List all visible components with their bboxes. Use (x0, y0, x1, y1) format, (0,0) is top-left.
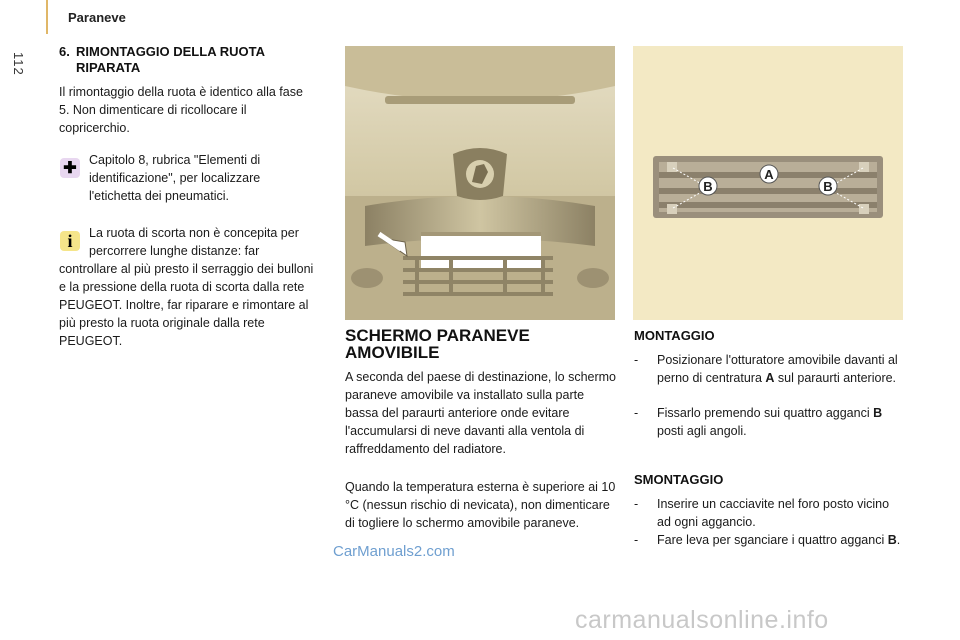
step-text: Inserire un cacciavite nel foro posto vicino ad ogni aggancio. (657, 497, 890, 529)
plus-icon: ✚ (60, 158, 80, 178)
schermo-paragraph-1: A seconda del paese di destinazione, lo schermo paraneve amovibile va installato sulla parte bassa del paraurti anteriore onde evitare l'accumularsi di neve davanti alla ventola di raffreddamento del radiatore. (345, 370, 617, 456)
step-text-end: . (896, 533, 901, 547)
step-heading-line1: RIMONTAGGIO DELLA RUOTA (76, 44, 265, 59)
section-marker (46, 0, 48, 34)
watermark-text: carmanualsonline.info (575, 606, 829, 634)
diagram-label-a: A (764, 167, 774, 182)
diagram-label-b-left: B (703, 179, 713, 194)
step-ref: B (887, 533, 897, 547)
step-number: 6. (59, 44, 70, 59)
smontaggio-step-2 (634, 531, 904, 549)
screen-diagram (633, 46, 903, 320)
section-title: Paraneve (68, 10, 126, 25)
montaggio-title: MONTAGGIO (634, 328, 715, 343)
smontaggio-step-1 (634, 495, 904, 531)
step-ref: B (873, 406, 883, 420)
step-text: Fare leva per sganciare i quattro agganci (657, 533, 888, 547)
watermark-link[interactable]: CarManuals2.com (333, 543, 455, 560)
step-text: Posizionare l'otturatore amovibile davanti al perno di centratura (657, 353, 898, 385)
smontaggio-title: SMONTAGGIO (634, 472, 724, 487)
plus-note: Capitolo 8, rubrica "Elementi di identificazione", per localizzare l'etichetta dei pneumatici. (89, 153, 261, 203)
step-text-end: posti agli angoli. (657, 424, 747, 438)
step-text-end: sul paraurti anteriore. (774, 371, 897, 385)
clip-diagram (633, 46, 903, 320)
bullet-dash: - (634, 533, 639, 547)
montaggio-step-1 (634, 351, 904, 387)
bullet-dash: - (634, 353, 639, 367)
diagram-label-b-right: B (823, 179, 833, 194)
bullet-dash: - (634, 497, 639, 511)
step-heading (59, 44, 329, 76)
intro-paragraph: Il rimontaggio della ruota è identico alla fase 5. Non dimenticare di ricollocare il copricerchio. (59, 85, 303, 135)
page-number: 112 (11, 52, 26, 76)
schermo-title-line2: AMOVIBILE (345, 343, 440, 362)
front-bumper-photo (345, 46, 615, 320)
bullet-dash: - (634, 406, 639, 420)
schermo-title-line1: SCHERMO PARANEVE (345, 326, 530, 345)
info-note-first-line: La ruota di scorta non è concepita per percorrere lunghe distanze: far (89, 226, 299, 258)
schermo-title (345, 327, 605, 361)
info-icon: i (60, 231, 80, 251)
front-bumper-illustration (345, 46, 615, 320)
info-note-continuation: controllare al più presto il serraggio dei bulloni e la pressione della ruota di scorta dalla rete PEUGEOT. Inoltre, far riparare e rimontare al più presto la ruota originale dalla rete PEUGEOT. (59, 262, 314, 348)
montaggio-step-2 (634, 404, 904, 440)
schermo-paragraph-2: Quando la temperatura esterna è superiore ai 10 °C (nessun rischio di nevicata), non dimenticare di togliere lo schermo amovibile paraneve. (345, 480, 616, 530)
step-heading-line2: RIPARATA (76, 60, 141, 75)
step-text: Fissarlo premendo sui quattro agganci (657, 406, 874, 420)
step-ref: A (765, 371, 775, 385)
